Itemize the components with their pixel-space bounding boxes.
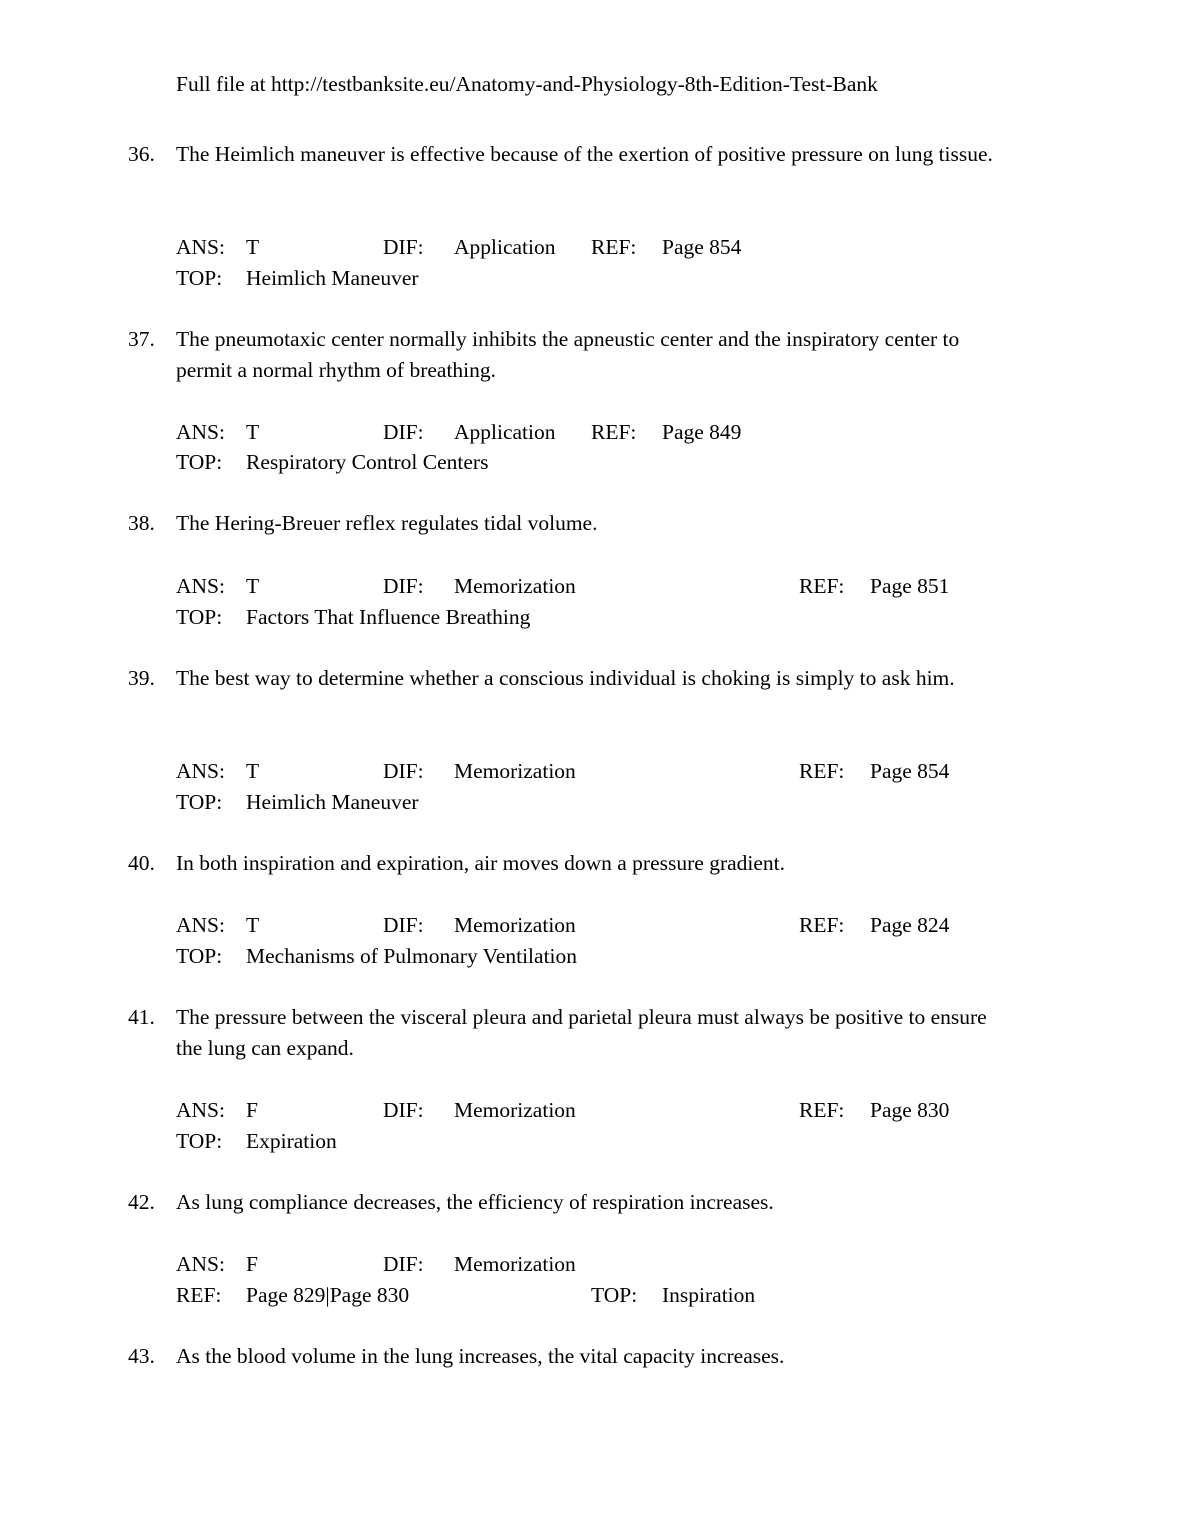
dif-value: Memorization xyxy=(454,759,576,783)
ans-label: ANS: xyxy=(176,1252,225,1276)
ans-label: ANS: xyxy=(176,235,225,259)
topic-row xyxy=(0,602,1190,633)
ans-value: F xyxy=(246,1252,258,1276)
question-number: 43. xyxy=(128,1344,155,1368)
top-value: Mechanisms of Pulmonary Ventilation xyxy=(246,944,578,968)
ref-label: REF: xyxy=(799,574,845,598)
dif-value: Memorization xyxy=(454,574,576,598)
dif-label: DIF: xyxy=(383,913,424,937)
question-number: 37. xyxy=(128,327,155,351)
ref-value: Page 849 xyxy=(662,420,742,444)
ans-label: ANS: xyxy=(176,759,225,783)
dif-value: Application xyxy=(454,235,556,259)
ans-label: ANS: xyxy=(176,913,225,937)
ans-label: ANS: xyxy=(176,1098,225,1122)
question-text: The best way to determine whether a conscious individual is choking is simply to ask him. xyxy=(176,666,955,690)
question-text: As the blood volume in the lung increases, the vital capacity increases. xyxy=(176,1344,785,1368)
ans-value: T xyxy=(246,235,260,259)
dif-label: DIF: xyxy=(383,1098,424,1122)
answer-row xyxy=(0,1095,1190,1126)
question-number: 39. xyxy=(128,666,155,690)
question-text: In both inspiration and expiration, air moves down a pressure gradient. xyxy=(176,851,786,875)
top-value: Heimlich Maneuver xyxy=(246,266,419,290)
question-text: As lung compliance decreases, the efficiency of respiration increases. xyxy=(176,1190,774,1214)
answer-row xyxy=(0,756,1190,787)
ref-label: REF: xyxy=(591,420,637,444)
ref-label: REF: xyxy=(591,235,637,259)
dif-value: Memorization xyxy=(454,1098,576,1122)
dif-value: Application xyxy=(454,420,556,444)
dif-value: Memorization xyxy=(454,1252,576,1276)
ans-value: T xyxy=(246,913,260,937)
question-text: The Hering-Breuer reflex regulates tidal volume. xyxy=(176,511,598,535)
top-value: Heimlich Maneuver xyxy=(246,790,419,814)
ref-topic-row xyxy=(0,1280,1190,1311)
question-number: 36. xyxy=(128,142,155,166)
dif-label: DIF: xyxy=(383,574,424,598)
top-value: Respiratory Control Centers xyxy=(246,450,489,474)
top-label: TOP: xyxy=(176,790,223,814)
top-label: TOP: xyxy=(176,605,223,629)
topic-row xyxy=(0,941,1190,972)
top-label: TOP: xyxy=(176,266,223,290)
question-number: 41. xyxy=(128,1005,155,1029)
answer-row xyxy=(0,232,1190,263)
question-number: 40. xyxy=(128,851,155,875)
top-value: Inspiration xyxy=(662,1283,756,1307)
ref-label: REF: xyxy=(799,1098,845,1122)
dif-label: DIF: xyxy=(383,759,424,783)
top-value: Factors That Influence Breathing xyxy=(246,605,531,629)
top-label: TOP: xyxy=(176,944,223,968)
question-number: 38. xyxy=(128,511,155,535)
file-source-line: Full file at http://testbanksite.eu/Anatomy-and-Physiology-8th-Edition-Test-Bank xyxy=(176,72,878,96)
topic-row xyxy=(0,263,1190,294)
question-text: The pressure between the visceral pleura and parietal pleura must always be positive to ensure the lung can expand. xyxy=(176,1005,987,1060)
ans-label: ANS: xyxy=(176,574,225,598)
ref-value: Page 830 xyxy=(870,1098,950,1122)
ref-label: REF: xyxy=(799,759,845,783)
top-label: TOP: xyxy=(591,1283,638,1307)
ans-value: T xyxy=(246,420,260,444)
top-label: TOP: xyxy=(176,450,223,474)
ref-value: Page 824 xyxy=(870,913,950,937)
question-number: 42. xyxy=(128,1190,155,1214)
dif-label: DIF: xyxy=(383,1252,424,1276)
ref-label: REF: xyxy=(176,1283,222,1307)
dif-value: Memorization xyxy=(454,913,576,937)
answer-row xyxy=(0,417,1190,448)
ans-value: F xyxy=(246,1098,258,1122)
question-text: The Heimlich maneuver is effective because of the exertion of positive pressure on lung tissue. xyxy=(176,142,993,166)
answer-row xyxy=(0,1249,1190,1280)
ans-value: T xyxy=(246,759,260,783)
question-text: The pneumotaxic center normally inhibits the apneustic center and the inspiratory center to permit a normal rhythm of breathing. xyxy=(176,327,960,382)
ref-value: Page 851 xyxy=(870,574,950,598)
ref-value: Page 854 xyxy=(662,235,742,259)
top-value: Expiration xyxy=(246,1129,337,1153)
ref-value: Page 854 xyxy=(870,759,950,783)
topic-row xyxy=(0,447,1190,478)
dif-label: DIF: xyxy=(383,235,424,259)
top-label: TOP: xyxy=(176,1129,223,1153)
ans-value: T xyxy=(246,574,260,598)
ref-value: Page 829|Page 830 xyxy=(246,1283,410,1307)
ans-label: ANS: xyxy=(176,420,225,444)
topic-row xyxy=(0,1126,1190,1157)
ref-label: REF: xyxy=(799,913,845,937)
answer-row xyxy=(0,571,1190,602)
topic-row xyxy=(0,787,1190,818)
dif-label: DIF: xyxy=(383,420,424,444)
answer-row xyxy=(0,910,1190,941)
